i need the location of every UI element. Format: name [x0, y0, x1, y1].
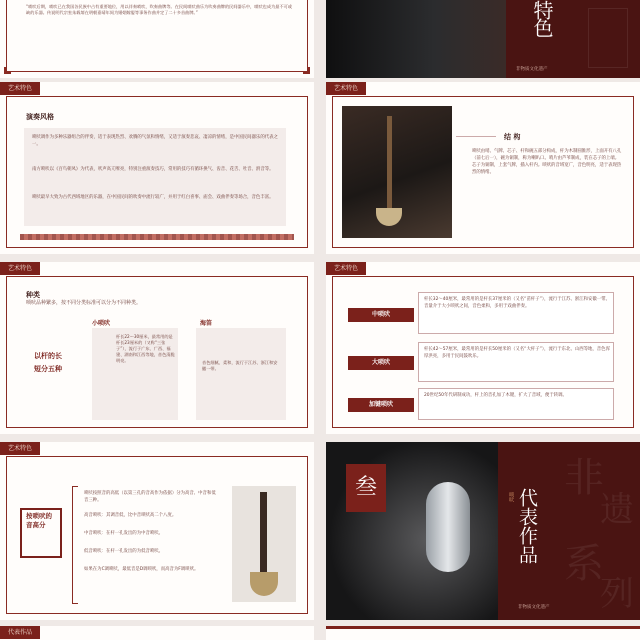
slide-6[interactable] [326, 262, 640, 434]
corner-ornament [4, 67, 11, 74]
slide-2[interactable] [326, 0, 640, 78]
slide-title-2: 色 [530, 18, 554, 38]
column-box-2 [196, 328, 286, 420]
type-label-key: 加键唢吠 [348, 398, 414, 412]
slide-8[interactable] [326, 442, 640, 620]
pitch-line-1: 唢吠按照音的高低（以第三孔的音高作为依据）分为高音、中音和低音三种。 [84, 491, 216, 503]
slide-title: 代表作品 [516, 488, 538, 564]
paragraph: “唢吠后期，唢吠已在我国各民族中占有重要地位，用以伴奏唢吠、吹奏曲牌等。在民间唢吠曲乐为吹奏曲牌的民间器乐中，唢吠也成为最不可或缺的乐器。传说明代宗室朱载堉在明朝嘉靖年间为婚姻嫁娶等事务作曲并定了二十多首曲牌。” [26, 4, 292, 16]
suona-icon [387, 116, 392, 212]
pitch-line-3: 中音唢吠：在杆一孔发出的为中音唢吠。 [84, 531, 164, 536]
type-text-mid: 杆长32～40厘米，最常用的是杆长37厘米的（又名“苗杆子”），流行于江苏、浙江和安徽一带。音量介于大小唢吠之间，音色柔和，多用于戏曲伴奏。 [424, 297, 610, 309]
bg-character-3: 系 [564, 541, 604, 587]
type-label-mid: 中唢吠 [348, 308, 414, 322]
pitch-line-4: 低音唢吠：在杆一孔发出的为低音唢吠。 [84, 549, 164, 554]
intro-text: 唢吠品种繁多，按不同分类标准可以分为不同种类。 [26, 300, 142, 306]
footer-text: 非物质文化遗产 [518, 605, 550, 610]
section-heading: 演奏风格 [26, 113, 54, 121]
type-label-big: 大唢吠 [348, 356, 414, 370]
connector-line [456, 136, 496, 137]
musician-photo [326, 0, 506, 78]
slide-7[interactable] [0, 442, 314, 620]
left-label: 以杆的长短分五种 [34, 352, 62, 373]
slide-9[interactable] [0, 626, 314, 640]
suona-bell-icon [426, 482, 470, 572]
column-title-2: 海笛 [200, 320, 213, 327]
section-tag: 艺术特色 [0, 262, 40, 275]
bg-character-4: 列 [600, 574, 634, 614]
section-tag: 艺术特色 [0, 442, 40, 455]
column-title-1: 小唢吠 [92, 320, 111, 327]
section-heading: 种类 [26, 291, 40, 299]
column-text-1: 杆长22～30厘米，最常用的是杆长23厘米的（又称“三张子”），流行于广东、广西、福建、湖南和江西等地，音色清脆明亮。 [116, 334, 175, 363]
type-text-key: 20世纪50年代研制成功，杆上的音孔加了木键，扩大了音域，便于转调。 [424, 393, 567, 398]
bg-character [588, 8, 628, 68]
slide-4[interactable] [326, 82, 640, 254]
column-text-2: 音色细腻、柔和，流行于江苏、浙江和安徽一带。 [202, 360, 278, 371]
side-label: 按唢吠的音高分 [26, 512, 52, 529]
bracket-line [72, 486, 78, 604]
section-tag: 艺术特色 [326, 82, 366, 95]
section-tag: 艺术特色 [0, 82, 40, 95]
pitch-line-5: 如果在为C调唢吠，最低音是D调唢吠，而高音为F调唢吠。 [84, 567, 199, 572]
structure-text: 唢吠由哨、气牌、芯子、杆和碗五部分构成，杆为木制圆锥形，上面开有八孔（前七后一），碗为铜制，称为喇叭口。哨片由芦苇制成，装在芯子的上端。芯子为铜制，上套气牌，插入杆内。唢吠的音域宽广，音色明亮，适于表现热烈的情绪。 [472, 149, 622, 175]
bullet-2: 南方唢吠以《百鸟朝凤》为代表，吠声高亢嘹亮，特别注重演奏技巧，常用的技巧有循环换气、齿音、花舌、吐音、滑音等。 [32, 167, 274, 172]
slide-title: 特 [530, 0, 554, 20]
corner-ornament [303, 67, 310, 74]
suona-bell-icon [250, 572, 278, 596]
slide-5[interactable] [0, 262, 314, 434]
suona-icon [260, 492, 267, 576]
suona-bell-icon [376, 208, 402, 226]
bg-character-2: 遗 [600, 490, 634, 530]
bullet-3: 唢吠最早大致为古代西域地区的乐器，在中国民间的吹奏中流行较广，并用于红白喜事、庙会、戏曲伴奏等场合，音色丰富。 [32, 195, 274, 200]
suona-photo [232, 486, 296, 602]
suona-photo [342, 106, 452, 238]
top-rule [326, 626, 640, 629]
title-small: 唢吠 [508, 492, 514, 502]
section-tag: 艺术特色 [326, 262, 366, 275]
type-text-big: 杆长42～57厘米，最常用的是杆长50厘米的（又名“大杆子”），流行于东北、山西等地，音色浑厚洪亮，多用于民间鼓吹乐。 [424, 347, 610, 359]
bullet-1: 唢吠调作为多种乐器组合的伴奏，适于表现热烈、欢腾的气氛和情绪，又适于演奏悲哀、凄凉的情绪，是中国民间器乐的代表之一。 [32, 135, 278, 147]
slide-10[interactable] [326, 626, 640, 640]
pitch-line-2: 高音唢吠：其调音低，比中音唢吠高二个八度。 [84, 513, 177, 518]
slide-1[interactable] [0, 0, 314, 78]
section-heading: 结 构 [504, 133, 521, 141]
section-tag: 代表作品 [0, 626, 40, 639]
bg-character-1: 非 [564, 455, 604, 501]
section-number: 叁 [346, 464, 386, 512]
footer-text: 非物质文化遗产 [516, 67, 548, 72]
slide-3[interactable] [0, 82, 314, 254]
decorative-band [20, 234, 294, 240]
